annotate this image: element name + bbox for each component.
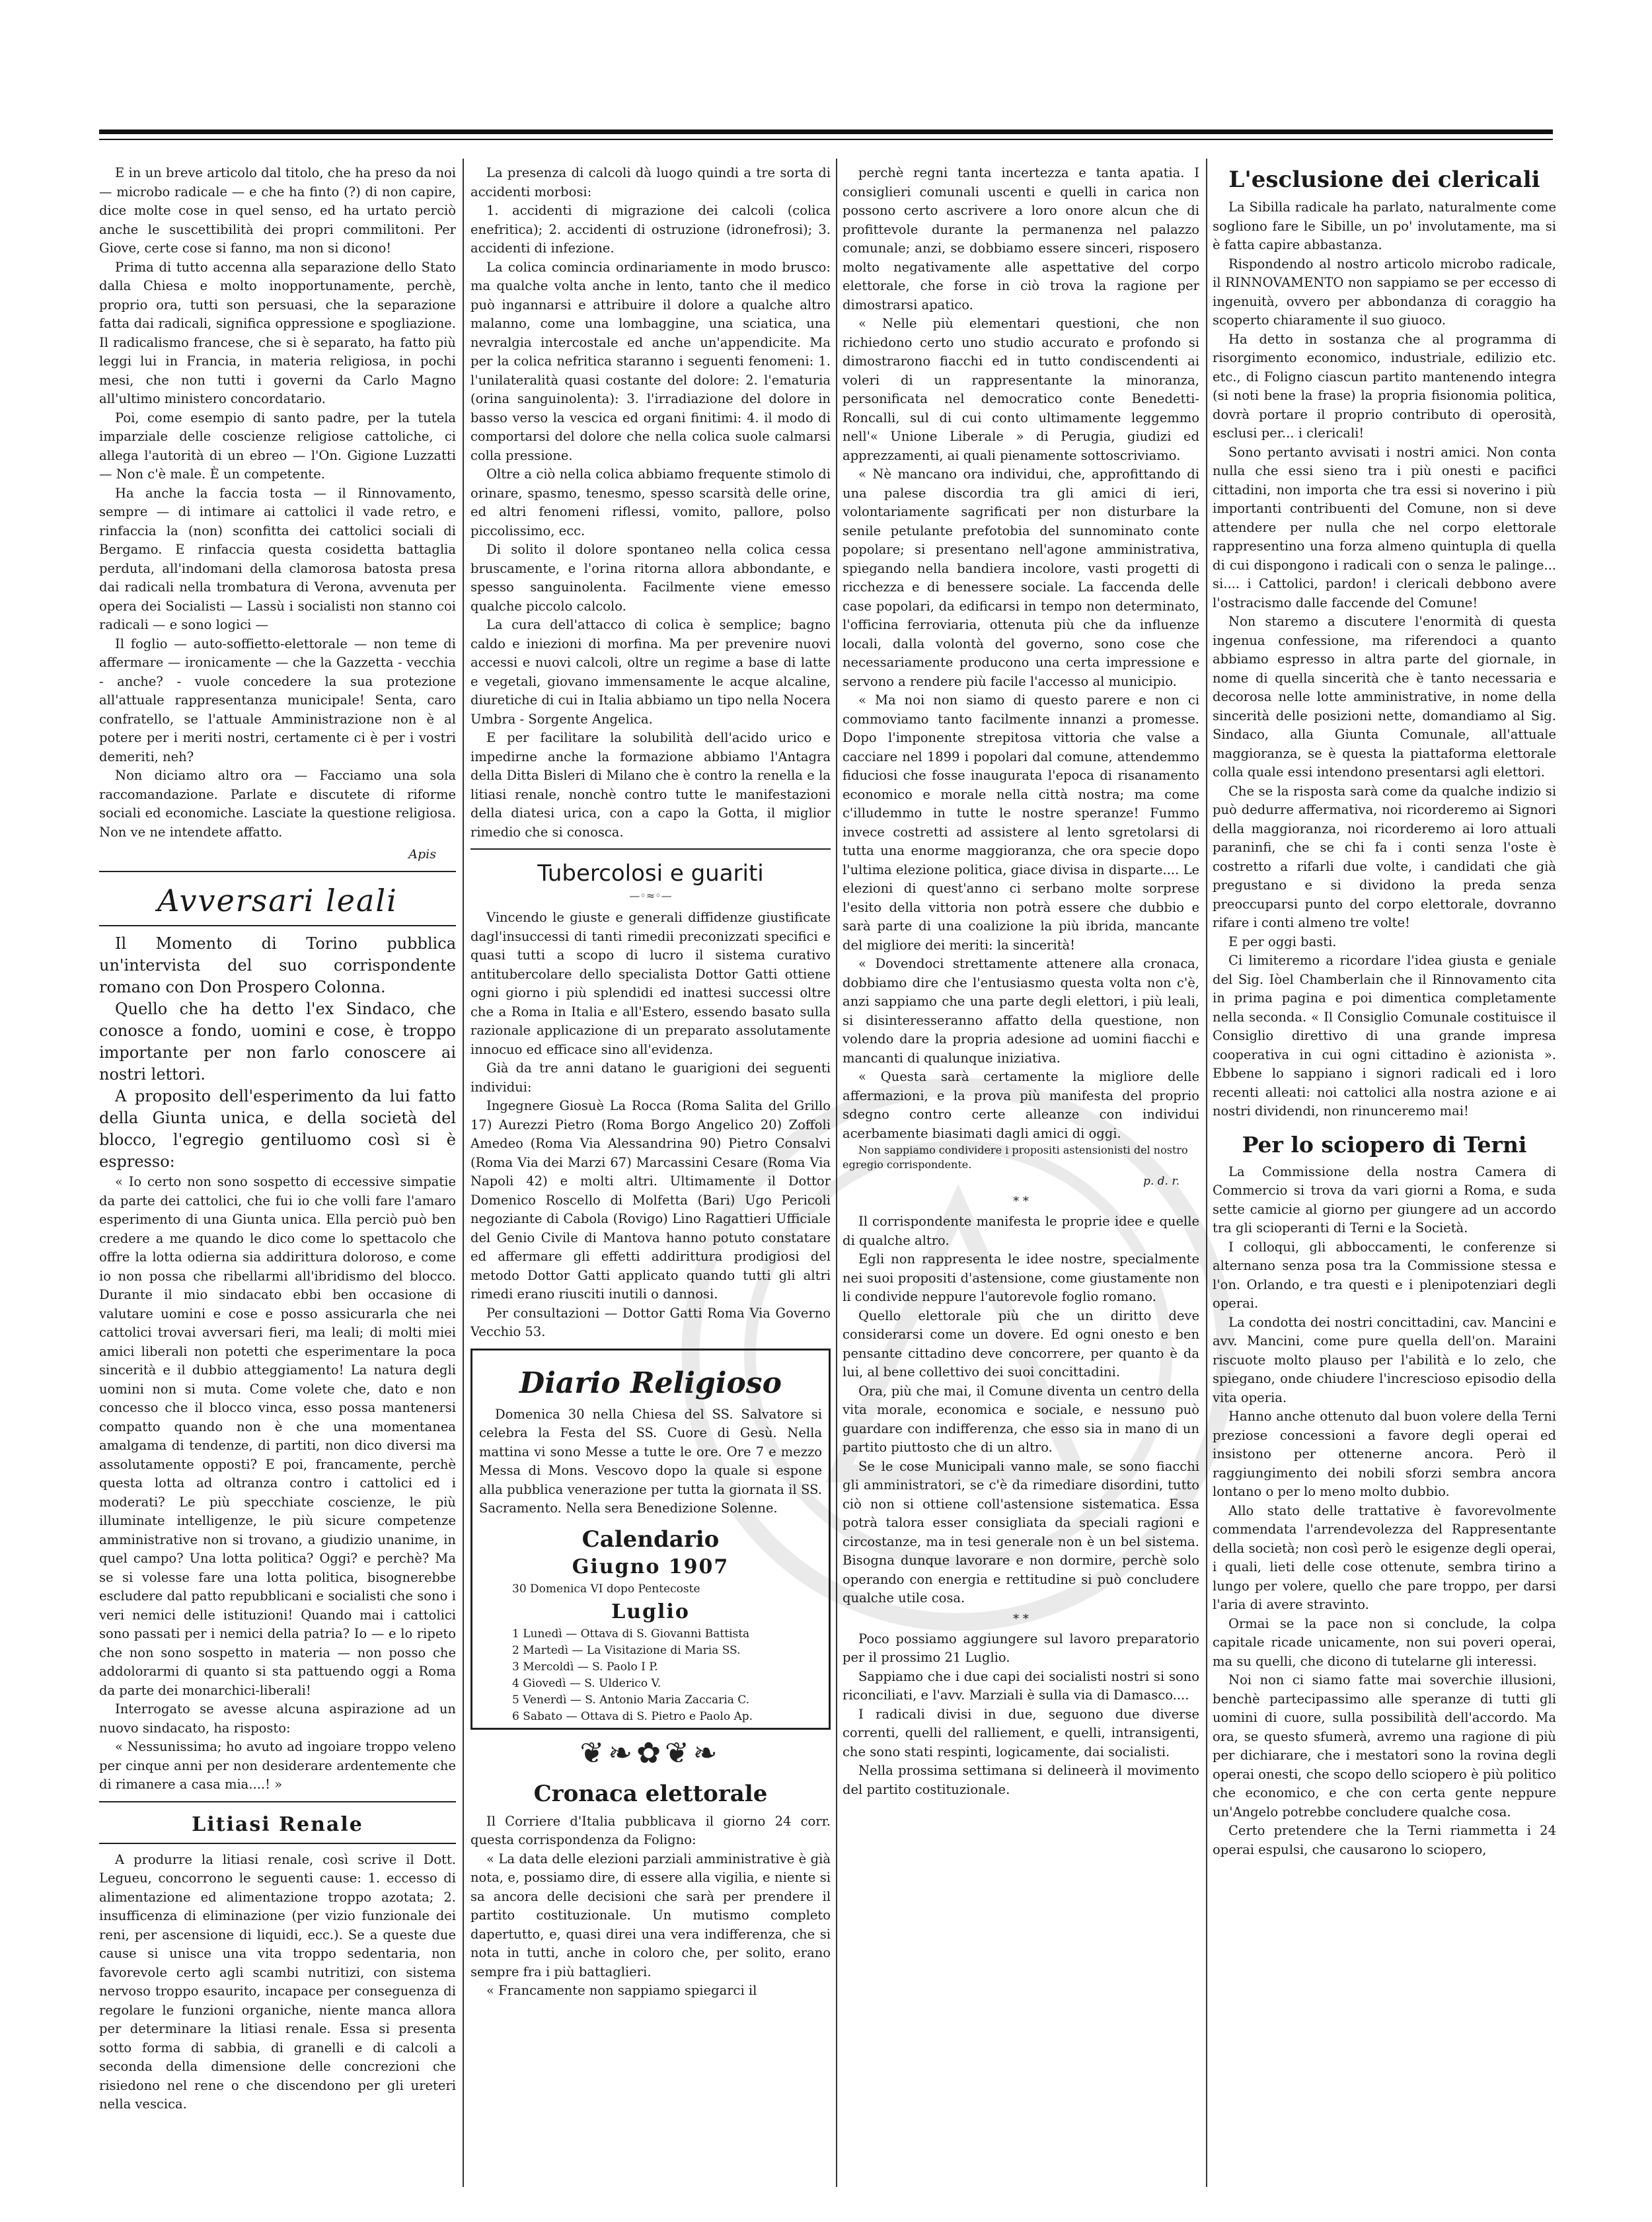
divider bbox=[99, 925, 456, 926]
top-rule bbox=[99, 130, 1553, 134]
paragraph: Prima di tutto accenna alla separazione dello Stato dalla Chiesa e molto inopportunamente, perchè, proprio ora, tutti son persuasi, che la separazione fatta dai radicali, significa oppressione e spogliazione. Il radicalismo francese, che si è separato, ha fatto più leggi lui in Francia, in materia religiosa, in pochi mesi, che non tutti i governi da Carlo Magno all'ultimo ministero concordatario. bbox=[99, 259, 456, 406]
paragraph: A proposito dell'esperimento da lui fatto della Giunta unica, e della società del blocco, l'egregio gentiluomo così si è espresso: bbox=[99, 1087, 456, 1171]
column-3 bbox=[843, 164, 1199, 2179]
paragraph: Poi, come esempio di santo padre, per la tutela imparziale delle coscienze religiose cattoliche, ci allega l'autorità di un ebreo — l'On. Gigione Luzzatti — Non c'è male. È un competente. bbox=[99, 410, 456, 482]
divider bbox=[470, 848, 831, 850]
article-title: Cronaca elettorale bbox=[533, 1780, 768, 1807]
paragraph: Ormai se la pace non si conclude, la colpa capitale ricade unicamente, non sui poveri operai, ma su quelli, che dicono di tutelarne gli interessi. bbox=[1213, 1615, 1556, 1669]
calendar-title: Calendario bbox=[582, 1526, 720, 1553]
column-divider bbox=[1206, 159, 1207, 2187]
divider bbox=[99, 1843, 456, 1844]
section-stars: * * bbox=[1013, 1195, 1029, 1208]
column-divider bbox=[836, 159, 837, 2187]
paragraph: Il foglio — auto-soffietto-elettorale — non teme di affermare — ironicamente — che la Gazzetta - vecchia - anche? - vuole concedere la sua protezione all'attuale rappresentanza municipale! Senta, caro confratello, se l'attuale Amministrazione non è al potere per i meriti nostri, certamente ci è per i vostri demeriti, neh? bbox=[99, 636, 456, 764]
paragraph: A produrre la litiasi renale, così scrive il Dott. Legueu, concorrono le seguenti cause: 1. eccesso di alimentazione ed alimentazione troppo azotata; 2. insufficenza di eliminazione (per vizio funzionale dei reni, per ascensione di liquidi, ecc.). Se a queste due cause si unisce una vita troppo sedentaria, non favorevole certo agli scambi nutritizi, con sistema nervoso troppo esaurito, incapace per conseguenza di regolare le funzioni organiche, niente manca allora per determinare la litiasi renale. Essa si presenta sotto forma di sabbia, di granelli e di calcoli a seconda della dimensione delle concrezioni che risiedono nel rene o che discendono per gli ureteri nella vescica. bbox=[99, 1851, 456, 2112]
calendar-month: Giugno 1907 bbox=[572, 1555, 730, 1578]
paragraph: « Dovendoci strettamente attenere alla cronaca, dobbiamo dire che l'entusiasmo questa volta non c'è, anzi sappiamo che una parte degli elettori, i più leali, si disinteresseranno affatto della questione, non volendo dare la propria adesione ad uomini fiacchi e mancanti di qualunque iniziativa. bbox=[843, 956, 1199, 1066]
paragraph: Certo pretendere che la Terni riammetta i 24 operai espulsi, che causarono lo sciopero, bbox=[1213, 1823, 1556, 1857]
article-continuation bbox=[99, 164, 456, 862]
calendar-row: 1 Lunedì — Ottava di S. Giovanni Battista bbox=[512, 1627, 750, 1641]
calendar-month: Luglio bbox=[611, 1600, 690, 1623]
paragraph: Di solito il dolore spontaneo nella colica cessa bruscamente, e l'orina ritorna allora abbondante, e spesso sanguinolenta. Facilmente viene emesso qualche piccolo calcolo. bbox=[470, 542, 831, 614]
paragraph: « Francamente non sappiamo spiegarci il bbox=[486, 1983, 757, 1998]
paragraph: La Sibilla radicale ha parlato, naturalmente come sogliono fare le Sibille, un po' involutamente, ma si è fatta capire abbastanza. bbox=[1213, 200, 1556, 252]
column-1 bbox=[99, 164, 456, 2179]
paragraph: Vincendo le giuste e generali diffidenze giustificate dagl'insuccessi di tanti rimedii preconizzati specifici e quasi tutti a scopo di lucro il sistema curativo antitubercolare dello specialista Dottor Gatti ottiene ogni giorno i più splendidi ed inattesi successi oltre che a Roma in Italia e all'Estero, essendo basato sulla razionale applicazione di un preparato assolutamente innocuo ed efficace sino all'evidenza. bbox=[470, 910, 831, 1057]
calendar-row: 6 Sabato — Ottava di S. Pietro e Paolo Ap. bbox=[512, 1709, 753, 1723]
paragraph: Il Momento di Torino pubblica un'intervista del suo corrispondente romano con Don Prospero Colonna. bbox=[99, 934, 456, 996]
paragraph: Domenica 30 nella Chiesa del SS. Salvatore si celebra la Festa del SS. Cuore di Gesù. Nella mattina vi sono Messe a tutte le ore. Ore 7 e mezzo Messa di Mons. Vescovo dopo la quale si espone alla pubblica venerazione per tutta la giornata il SS. Sacramento. Nella sera Benedizione Solenne. bbox=[479, 1406, 822, 1516]
column-divider bbox=[463, 159, 464, 2187]
column-4 bbox=[1213, 164, 1556, 2179]
paragraph: Sappiamo che i due capi dei socialisti nostri si sono riconciliati, e l'avv. Marziali è sulla via di Damasco.... bbox=[843, 1668, 1199, 1703]
paragraph: Allo stato delle trattative è favorevolmente commendata l'arrendevolezza del Rappresentante della società; non così però le esigenze degli operai, i quali, lieti delle cose ottenute, sembra tirino a lungo per volere, quello che pare troppo, per darsi l'aria di avere stravinto. bbox=[1213, 1502, 1556, 1612]
paragraph: La presenza di calcoli dà luogo quindi a tre sorta di accidenti morbosi: bbox=[470, 165, 831, 200]
calendar-row: 4 Giovedì — S. Ulderico V. bbox=[512, 1676, 661, 1690]
note-signature: p. d. r. bbox=[1143, 1175, 1180, 1188]
paragraph: Sono pertanto avvisati i nostri amici. Non conta nulla che essi sieno tra i più onesti e pacifici cittadini, non importa che tra essi si noverino i più importanti contribuenti del Comune, non si deve attendere per nulla che nel corpo elettorale rappresentino una forza almeno quintupla di quella di cui dispongono i radicali con o senza le palinge... si.... i Cattolici, pardon! i clericali debbono avere l'ostracismo dalle faccende del Comune! bbox=[1213, 444, 1556, 611]
calendar-row: 2 Martedì — La Visitazione di Maria SS. bbox=[512, 1643, 741, 1657]
paragraph: La Commissione della nostra Camera di Commercio si trova da vari giorni a Roma, e suda sette camicie al giorno per giungere ad un accordo tra gli scioperanti di Terni e la Società. bbox=[1213, 1164, 1556, 1236]
calendar-row: 5 Venerdì — S. Antonio Maria Zaccaria C. bbox=[512, 1693, 750, 1707]
paragraph: Interrogato se avesse alcuna aspirazione ad un nuovo sindacato, ha risposto: bbox=[99, 1701, 456, 1736]
paragraph: E per oggi basti. bbox=[1228, 934, 1337, 949]
paragraph: Ha anche la faccia tosta — il Rinnovamento, sempre — di intimare ai cattolici il vade retro, e rinfaccia la (non) sconfitta dei cattolici sociali di Bergamo. E rinfaccia questa cosidetta battaglia perduta, all'indomani della clamorosa batosta presa dai radicali nella trombatura di Verona, avvenuta per opera dei Socialisti — Lassù i socialisti non stanno coi radicali — e sono logici — bbox=[99, 485, 456, 632]
paragraph: Ingegnere Giosuè La Rocca (Roma Salita del Grillo 17) Aurezzi Pietro (Roma Borgo Angelico 20) Zoffoli Amedeo (Roma Via Alessandrina 90) Pietro Consalvi (Roma Via dei Marzi 67) Marcassini Cesare (Roma Via Napoli 42) e molti altri. Ultimamente il Dottor Domenico Roscello di Molfetta (Bari) Ugo Pericoli negoziante di Cabola (Rovigo) Lino Ragattieri Ufficiale del Genio Civile di Mantova hanno potuto constatare ed affermare gli effetti addirittura prodigiosi del metodo Dottor Gatti applicato quando tutti gli altri rimedi erano riusciti inutili o dannosi. bbox=[470, 1098, 831, 1302]
religious-diary-box bbox=[470, 1349, 831, 1730]
article-title: L'esclusione dei clericali bbox=[1228, 167, 1540, 193]
paragraph: Rispondendo al nostro articolo microbo radicale, il RINNOVAMENTO non sappiamo se per eccesso di ingenuità, ovvero per abbondanza di coraggio ha scoperto chiaramente il suo giuoco. bbox=[1213, 256, 1556, 328]
paragraph: Hanno anche ottenuto dal buon volere della Terni preziose concessioni a favore degli operai ed insistono per ottenerne ancora. Però il raggiungimento dei nobili sforzi sembra ancora lontano o per lo meno molto dubbio. bbox=[1213, 1409, 1556, 1499]
paragraph: La colica comincia ordinariamente in modo brusco: ma qualche volta anche in lento, tanto che il medico può ingannarsi e attribuire il dolore a qualche altro malanno, come una lombaggine, una sciatica, una nevralgia intercostale ed anche un'appendicite. Ma per la colica nefritica staranno i seguenti fenomeni: 1. l'unilateralità quasi costante del dolore: 2. l'ematuria (orina sanguinolenta): 3. l'irradiazione del dolore in basso verso la vescica ed organi finitimi: 4. il modo di comportarsi del dolore che nella colica suole calmarsi colla pressione. bbox=[470, 259, 831, 463]
article-title: Avversari leali bbox=[157, 883, 398, 918]
article-signature: Apis bbox=[408, 847, 436, 862]
paragraph: « Ma noi non siamo di questo parere e non ci commoviamo tanto facilmente innanzi a promesse. Dopo l'imponente strepitosa vittoria che valse a cacciare nel 1899 i popolari dal comune, attendemmo fiduciosi che fosse inaugurata l'epoca di risanamento economico e morale nella città nostra; ma come c'illudemmo in tutte le nostre speranze! Fummo invece costretti ad assistere al lento sgretolarsi di tutta una enorme maggioranza, che ora specie dopo l'ultima elezione politica, giace divisa in disparte.... Le elezioni di quest'anno ci serbano molte sorprese l'esito della vittoria non potrà essere che dubbio e sarà parte di una coalizione la più ibrida, mancante del migliore dei meriti: la sincerità! bbox=[843, 692, 1199, 953]
column-2 bbox=[470, 164, 831, 2179]
paragraph: E in un breve articolo dal titolo, che ha preso da noi — microbo radicale — e che ha finto (?) di non capire, dice molte cose in quel senso, ed ha urtato perciò anche le suscettibilità dei propri commilitoni. Per Giove, certe cose si fanno, ma non si dicono! bbox=[99, 165, 456, 256]
paragraph: Se le cose Municipali vanno male, se sono fiacchi gli amministratori, se c'è da rimediare disordini, tutto ciò non si ottiene coll'astensione sistematica. Essa potrà talora esser consigliata da speciali ragioni e circostanze, ma in tesi generale non è un bel sistema. Bisogna dunque lavorare e non dormire, perchè solo operando con energia e rettitudine si può concludere qualche utile cosa. bbox=[843, 1458, 1199, 1606]
paragraph: E per facilitare la solubilità dell'acido urico e impedirne anche la formazione abbiamo l'Antagra della Ditta Bisleri di Milano che è contro la renella e la litiasi renale, nonchè contro tutte le manifestazioni della diatesi urica, con a capo la Gotta, il miglior rimedio che si conosca. bbox=[470, 730, 831, 840]
article-title: Per lo sciopero di Terni bbox=[1242, 1131, 1527, 1158]
paragraph: « La data delle elezioni parziali amministrative è già nota, e, possiamo dire, di essere alla vigilia, e niente si sa ancora delle decisioni che sarà per prendere il partito costituzionale. Un mutismo completo dapertutto, e, quasi direi una vera indifferenza, che si nota in tutti, anche in coloro che, per solito, erano sempre fra i più battaglieri. bbox=[470, 1851, 831, 1980]
paragraph: Per consultazioni — Dottor Gatti Roma Via Governo Vecchio 53. bbox=[470, 1305, 831, 1339]
quote-paragraph: « Io certo non sono sospetto di eccessive simpatie da parte dei cattolici, che fui io che volli fare l'amaro esperimento di una Giunta unica. Ella perciò può ben credere a me quando le dico come lo spettacolo che offre la lotta odierna sia addirittura doloroso, e come io non possa che ribellarmi all'ibridismo del blocco. Durante il mio sindacato ebbi ben occasione di valutare uomini e cose e posso assicurarla che nei cattolici trovai avversari fieri, ma leali; di molti miei amici liberali non potetti che esperimentare la poca sincerità e il dubbio atteggiamento! La natura degli uomini non si muta. Come volete che, dato e non concesso che il blocco vinca, esso possa mantenersi compatto quando non è che una momentanea amalgama di tendenze, di partiti, non dico diversi ma assolutamente opposti? E poi, francamente, perchè questa lotta ad oltranza contro i cattolici ed i moderati? Le più specchiate coscienze, le più illuminate intelligenze, le più sicure competenze amministrative non si trovano, a giudizio unanime, in quel campo? Una lotta politica? Oggi? e perchè? Ma se si volesse fare una lotta politica, bisognerebbe escludere dal patto repubblicani e socialisti che sono i veri nemici delle istituzioni! Quando mai i cattolici sono passati per i nemici della patria? Io — e lo ripeto che non sono sospetto in materia — non posso che addolorarmi di quanto si sta pattuendo oggi a Roma da parte dei monarchici-liberali! bbox=[99, 1174, 456, 1698]
paragraph: Che se la risposta sarà come da qualche indizio si può dedurre affermativa, noi ricorderemo ai Signori della maggioranza, noi ricorderemo ai loro attuali paraninfi, che se chi fa i conti senza l'oste è costretto a rifarli due volte, i candidati che già pregustano e si dividono la preda senza preoccuparsi punto del corpo elettorale, dovranno rifare i conti almeno tre volte! bbox=[1213, 783, 1556, 930]
paragraph: 1. accidenti di migrazione dei calcoli (colica enefritica); 2. accidenti di ostruzione (idronefrosi); 3. accidenti di infezione. bbox=[470, 203, 831, 256]
paragraph: Ci limiteremo a ricordare l'idea giusta e geniale del Sig. Iòel Chamberlain che il Rinnovamento cita in prima pagina e poi dimentica completamente nella seconda. « Il Consiglio Comunale costituisce il Consiglio direttivo di una grande impresa cooperativa in cui ogni cittadino è azionista ». Ebbene lo sappiano i signori radicali ed i loro recenti alleati: noi cattolici alla nostra azione e ai nostri dividendi, non rinunceremo mai! bbox=[1213, 953, 1556, 1119]
paragraph: Non staremo a discutere l'enormità di questa ingenua confessione, ma riferendoci a quanto abbiamo espresso in altra parte del giornale, in nome di quella sincerità che è tanto necessaria e decorosa nelle lotte amministrative, in nome della sincerità delle posizioni nette, domandiamo al Sig. Sindaco, alla Giunta Comunale, all'attuale maggioranza, se è questa la piattaforma elettorale colla quale essi intendono presentarsi agli elettori. bbox=[1213, 614, 1556, 780]
paragraph: Ora, più che mai, il Comune diventa un centro della vita morale, economica e sociale, e nessuno può guardare con indifferenza, che esso sia in mano di un partito piuttosto che di un altro. bbox=[843, 1383, 1199, 1455]
paragraph: La cura dell'attacco di colica è semplice; bagno caldo e iniezioni di morfina. Ma per prevenire nuovi accessi e nuovi calcoli, oltre un regime a base di latte e vegetali, giovano immensamente le acque alcaline, diuretiche di cui in Italia abbiamo un tipo nella Nocera Umbra - Sorgente Angelica. bbox=[470, 617, 831, 727]
calendar-row: 3 Mercoldì — S. Paolo I P. bbox=[512, 1660, 658, 1674]
paragraph: perchè regni tanta incertezza e tanta apatia. I consiglieri comunali uscenti e quelli in carica non possono certo ascrivere a loro onore alcun che di profittevole durante la permanenza nel palazzo comunale; anzi, se dobbiamo essere sinceri, risposero molto negativamente alle aspettative del corpo elettorale, che forse in ciò trova la ragione per dimostrarsi apatico. bbox=[843, 165, 1199, 313]
top-rule-thin bbox=[99, 139, 1553, 140]
paragraph: La condotta dei nostri concittadini, cav. Mancini e avv. Mancini, come pure quella dell'on. Maraini riscuote molto plauso per l'abilità e lo zelo, che spiegano, onde chiudere l'increscioso episodio della vita operia. bbox=[1213, 1314, 1556, 1405]
paragraph: « Nè mancano ora individui, che, approfittando di una palese discordia tra gli amici di ieri, volontariamente sagrificati per non disturbare la senile petulante prefotobia del sunnominato conte popolare; si presentano nell'agone amministrativa, spiegando nella bandiera incolore, vasti progetti di ricchezza e di benessere sociale. La faccenda delle case popolari, da edificarsi in tempo non determinato, l'officina ferroviaria, ottenuta più che da influenze locali, dalla volontà del governo, sono cose che necessariamente producono una certa impressione e servono a rendere più facile l'accesso al municipio. bbox=[843, 466, 1199, 689]
paragraph: Poco possiamo aggiungere sul lavoro preparatorio per il prossimo 21 Luglio. bbox=[843, 1631, 1199, 1665]
article-title: Litiasi Renale bbox=[192, 1812, 363, 1836]
paragraph: Già da tre anni datano le guarigioni dei seguenti individui: bbox=[470, 1060, 831, 1095]
paragraph: Egli non rappresenta le idee nostre, specialmente nei suoi propositi d'astensione, come giustamente non li condivide neppure l'autorevole foglio romano. bbox=[843, 1251, 1199, 1304]
paragraph: Oltre a ciò nella colica abbiamo frequente stimolo di orinare, spasmo, tenesmo, spesso scarsità delle orine, ed altri fenomeni riflessi, vomito, pallore, polso piccolissimo, ecc. bbox=[470, 466, 831, 538]
paragraph: I radicali divisi in due, seguono due diverse correnti, quelli del ralliement, e quelli, intransigenti, che sono stati respinti, logicamente, dai socialisti. bbox=[843, 1706, 1199, 1759]
ornament-icon: ❦❧✿❦❧ bbox=[580, 1736, 722, 1770]
article-title: Diario Religioso bbox=[519, 1366, 782, 1400]
paragraph: Nella prossima settimana si delineerà il movimento del partito costituzionale. bbox=[843, 1763, 1199, 1797]
section-stars: * * bbox=[1013, 1611, 1029, 1626]
paragraph: Ha detto in sostanza che al programma di risorgimento economico, industriale, edilizio etc. etc., di Foligno ciascun partito mantenendo integra (si noti bene la frase) la propria fisionomia politica, dovrà portare il proprio contributo di operosità, esclusi per... i clericali! bbox=[1213, 331, 1556, 441]
paragraph: I colloqui, gli abboccamenti, le conferenze si alternano senza posa tra la Commissione stessa e l'on. Orlando, e tra questi e i plenipotenziari degli operai. bbox=[1213, 1239, 1556, 1311]
paragraph: Noi non ci siamo fatte mai soverchie illusioni, benchè partecipassimo alle speranze di tutti gli uomini di cuore, sulla possibilità dell'accordo. Ma ora, se questo sfumerà, avremo una ragione di più per dichiarare, che i mestatori sono la rovina degli operai onesti, che scopo dello sciopero è più politico che economico, e che con certa gente neppure un'Angelo potrebbe concludere qualche cosa. bbox=[1213, 1672, 1556, 1820]
paragraph: Quello elettorale più che un diritto deve considerarsi come un dovere. Ed ogni onesto e ben pensante cittadino deve concorrere, per quanto è da lui, al bene collettivo dei suoi concittadini. bbox=[843, 1308, 1199, 1380]
divider bbox=[99, 1801, 456, 1802]
paragraph: Non diciamo altro ora — Facciamo una sola raccomandazione. Parlate e discutete di riforme sociali ed economiche. Lasciate la questione religiosa. Non ve ne intendete affatto. bbox=[99, 768, 456, 840]
paragraph: Quello che ha detto l'ex Sindaco, che conosce a fondo, uomini e cose, è troppo importante per non farlo conoscere ai nostri lettori. bbox=[99, 1000, 456, 1084]
calendar-row: 30 Domenica VI dopo Pentecoste bbox=[512, 1582, 700, 1596]
paragraph: « Questa sarà certamente la migliore delle affermazioni, e la prova più manifesta del proprio sdegno contro certe alleanze con individui acerbamente biasimati dagli amici di oggi. bbox=[843, 1069, 1199, 1141]
divider bbox=[99, 871, 456, 872]
paragraph: « Nelle più elementari questioni, che non richiedono certo uno studio accurato e profondo si dimostrarono fiacchi ed in tutto condiscendenti ai voleri di un rappresentante la minoranza, personificata nel democratico conte Benedetti-Roncalli, sul di cui conto ultimamente leggemmo nell'« Unione Liberale » di Perugia, giudizi ed apprezzamenti, ai quali pienamente sottoscriviamo. bbox=[843, 316, 1199, 463]
ornament-icon: —◦≈◦— bbox=[629, 889, 672, 902]
paragraph: Il corrispondente manifesta le proprie idee e quelle di qualche altro. bbox=[843, 1214, 1199, 1248]
article-title: Tubercolosi e guariti bbox=[537, 860, 764, 887]
paragraph: Il Corriere d'Italia pubblicava il giorno 24 corr. questa corrispondenza da Foligno: bbox=[470, 1813, 831, 1847]
editorial-note: Non sappiamo condividere i propositi astensionisti del nostro egregio corrispondente. bbox=[843, 1144, 1188, 1171]
quote-paragraph: « Nessunissima; ho avuto ad ingoiare troppo veleno per cinque anni per non desiderare ardentemente che di rimanere a casa mia....! » bbox=[99, 1739, 456, 1792]
